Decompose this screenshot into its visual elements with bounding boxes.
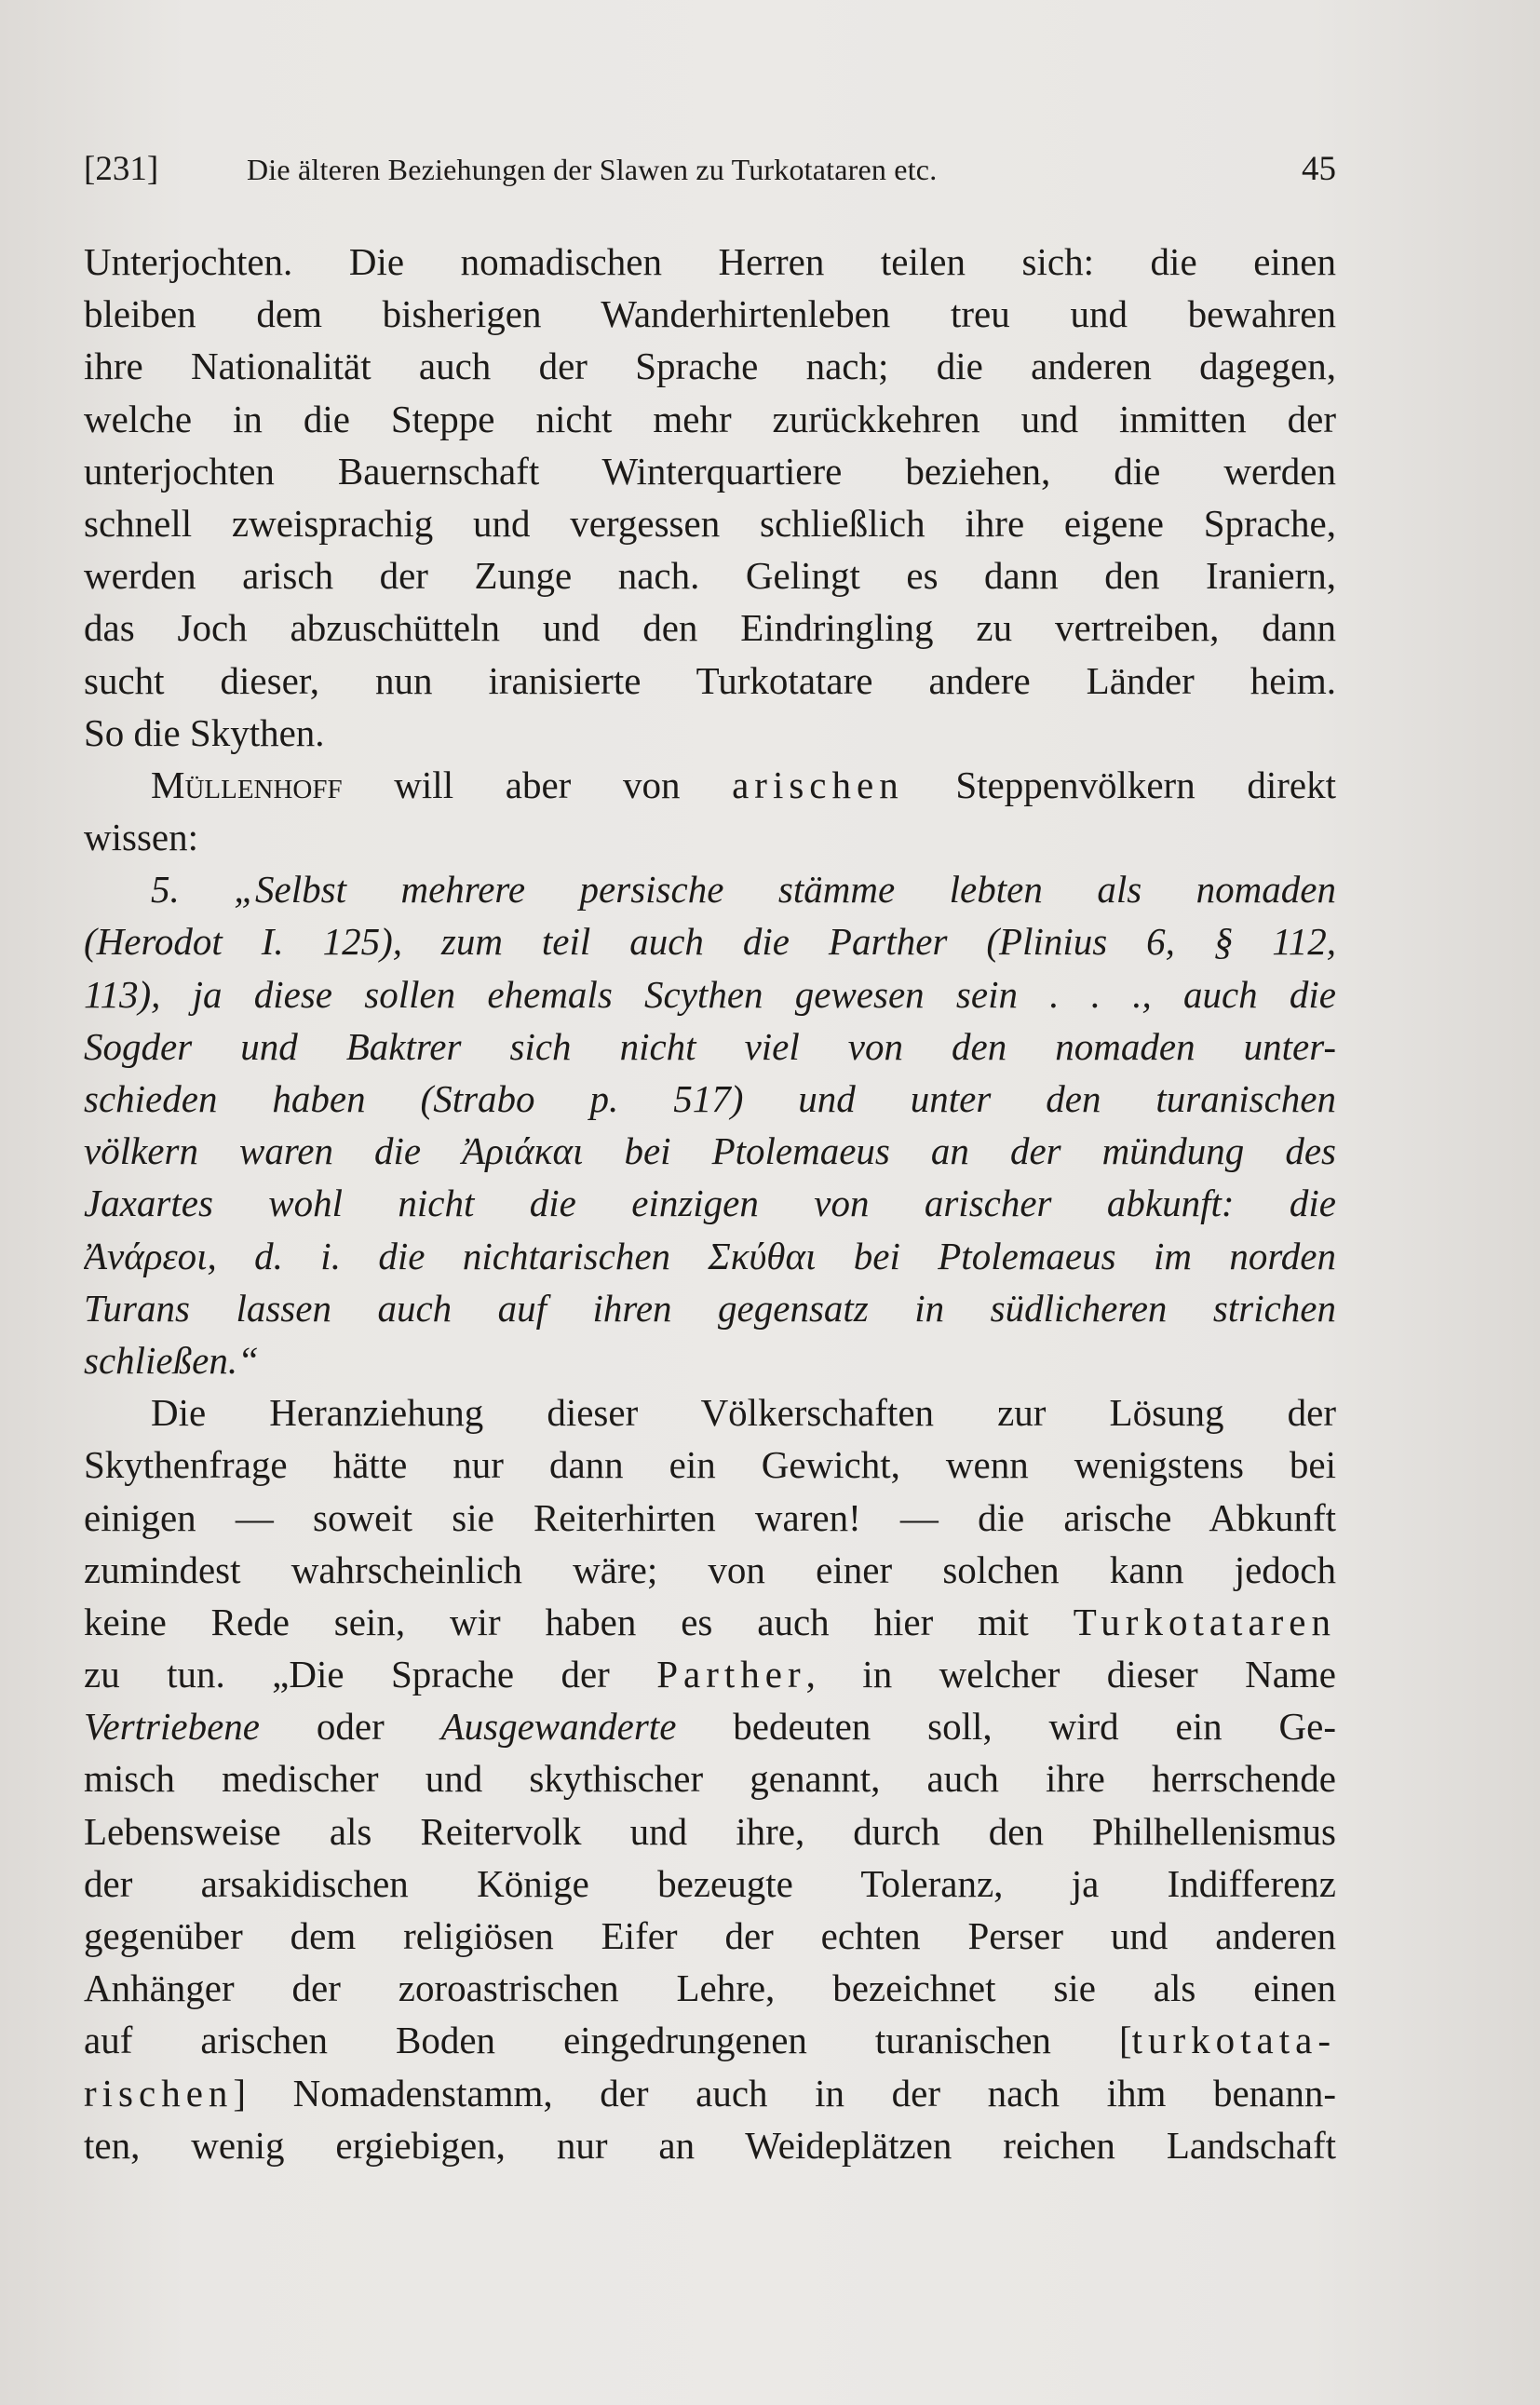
- paragraph-1: [84, 236, 1336, 759]
- spaced-emphasis: Parther: [656, 1653, 806, 1696]
- text-line: ihre Nationalität auch der Sprache nach; die anderen dagegen,: [84, 345, 1336, 388]
- text-line: einigen — soweit sie Reiterhirten waren! — die arische Abkunft: [84, 1495, 1336, 1539]
- text-line: welche in die Steppe nicht mehr zurückkehren und inmitten der: [84, 397, 1336, 440]
- spaced-emphasis: rischen: [84, 2071, 234, 2115]
- quote-line: (Herodot I. 125), zum teil auch die Parther (Plinius 6, § 112,: [84, 920, 1336, 964]
- text-line: So die Skythen.: [84, 710, 325, 754]
- italic-term: Ausgewanderte: [440, 1705, 677, 1749]
- text-segment: keine Rede sein, wir haben es auch hier mit: [84, 1600, 1074, 1643]
- body-text: [84, 236, 1336, 2171]
- quote-line: Sogder und Baktrer sich nicht viel von den nomaden unter-: [84, 1024, 1336, 1068]
- text-line: Unterjochten. Die nomadischen Herren teilen sich: die einen: [84, 240, 1336, 283]
- text-line: wissen:: [84, 816, 198, 859]
- text-segment: , in welcher dieser Name: [805, 1653, 1336, 1696]
- text-line: sucht dieser, nun iranisierte Turkotatare andere Länder heim.: [84, 658, 1336, 702]
- quote-line: völkern waren die Ἀριάκαι bei Ptolemaeus an der mündung des: [84, 1129, 1336, 1173]
- text-line: misch medischer und skythischer genannt, auch ihre herrschende: [84, 1757, 1336, 1801]
- quote-line: 5. „Selbst mehrere persische stämme lebten als nomaden: [151, 868, 1336, 912]
- text-line: gegenüber dem religiösen Eifer der echten Perser und anderen: [84, 1914, 1336, 1957]
- text-segment: Steppenvölkern direkt: [903, 763, 1336, 806]
- text-line: Anhänger der zoroastrischen Lehre, bezeichnet sie als einen: [84, 1966, 1336, 2010]
- running-header: [84, 149, 1336, 196]
- text-line: unterjochten Bauernschaft Winterquartiere beziehen, die werden: [84, 449, 1336, 493]
- paragraph-2: [84, 759, 1336, 863]
- text-segment: zu tun. „Die Sprache der: [84, 1653, 657, 1696]
- spaced-emphasis: turkotata-: [1131, 2019, 1336, 2062]
- quote-line: Turans lassen auch auf ihren gegensatz in südlicheren strichen: [84, 1286, 1336, 1330]
- text-segment: bedeuten soll, wird ein Ge-: [676, 1705, 1336, 1749]
- text-line: Skythenfrage hätte nur dann ein Gewicht, wenn wenigstens bei: [84, 1443, 1336, 1487]
- block-quote: [84, 863, 1336, 1386]
- text-line: [84, 1648, 1336, 1700]
- text-line: Die Heranziehung dieser Völkerschaften zur Lösung der: [151, 1391, 1336, 1435]
- text-line: werden arisch der Zunge nach. Gelingt es dann den Iraniern,: [84, 554, 1336, 598]
- spaced-emphasis: arischen: [732, 763, 904, 806]
- text-segment: ] Nomadenstamm, der auch in der nach ihm benann-: [233, 2071, 1336, 2115]
- text-line: [84, 2067, 1336, 2119]
- text-segment: oder: [259, 1705, 441, 1749]
- text-line: [84, 759, 1336, 811]
- text-line: schnell zweisprachig und vergessen schließlich ihre eigene Sprache,: [84, 501, 1336, 545]
- text-line: [84, 1596, 1336, 1648]
- page-number: 45: [1302, 150, 1336, 188]
- author-name: Müllenhoff: [151, 763, 343, 806]
- quote-line: Ἀνάρεοι, d. i. die nichtarischen Σκύθαι bei Ptolemaeus im norden: [84, 1234, 1336, 1277]
- text-line: [84, 1700, 1336, 1752]
- quote-line: schieden haben (Strabo p. 517) und unter den turanischen: [84, 1077, 1336, 1120]
- text-segment: auf arischen Boden eingedrungenen turanischen [: [84, 2019, 1132, 2062]
- text-line: der arsakidischen Könige bezeugte Toleranz, ja Indifferenz: [84, 1861, 1336, 1905]
- text-segment: will aber von: [342, 763, 733, 806]
- text-line: zumindest wahrscheinlich wäre; von einer solchen kann jedoch: [84, 1547, 1336, 1591]
- paragraph-3: [84, 1386, 1336, 2171]
- quote-line: 113), ja diese sollen ehemals Scythen gewesen sein . . ., auch die: [84, 972, 1336, 1016]
- italic-term: Vertriebene: [84, 1705, 260, 1749]
- running-title: Die älteren Beziehungen der Slawen zu Turkotataren etc.: [247, 153, 938, 186]
- text-line: ten, wenig ergiebigen, nur an Weideplätzen reichen Landschaft: [84, 2123, 1336, 2167]
- quote-line: schließen.“: [84, 1338, 259, 1382]
- quote-line: Jaxartes wohl nicht die einzigen von arischer abkunft: die: [84, 1182, 1336, 1225]
- spaced-emphasis: Turkotataren: [1073, 1600, 1336, 1643]
- text-line: bleiben dem bisherigen Wanderhirtenleben treu und bewahren: [84, 292, 1336, 336]
- text-line: Lebensweise als Reitervolk und ihre, durch den Philhellenismus: [84, 1809, 1336, 1853]
- text-line: [84, 2014, 1336, 2066]
- page-reference: [231]: [84, 150, 159, 188]
- text-line: das Joch abzuschütteln und den Eindringling zu vertreiben, dann: [84, 606, 1336, 650]
